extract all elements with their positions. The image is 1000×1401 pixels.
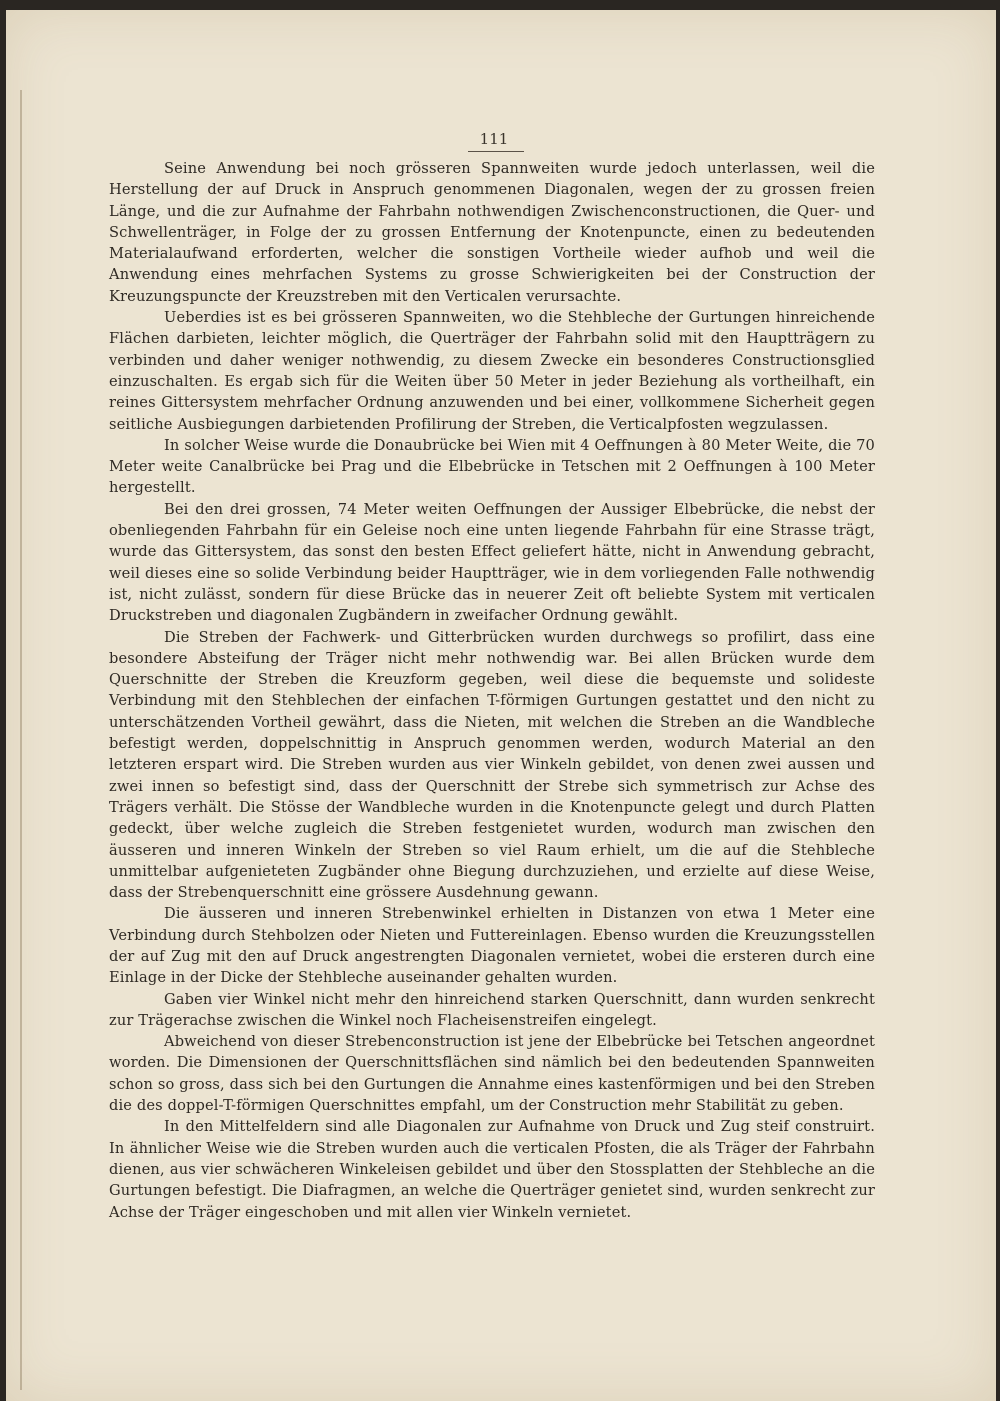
document-page (6, 10, 996, 1401)
paragraph: Gaben vier Winkel nicht mehr den hinreichend starken Querschnitt, dann wurden senkrecht zur Trägerachse zwischen die Winkel noch Flacheisenstreifen eingelegt. (109, 990, 875, 1029)
paragraph: Seine Anwendung bei noch grösseren Spannweiten wurde jedoch unterlassen, weil die Herstellung der auf Druck in Anspruch genommenen Diagonalen, wegen der zu grossen freien Länge, und die zur Aufnahme der Fahrbahn nothwendigen Zwischenconstructionen, die Quer- und Schwellenträger, in Folge der zu grossen Entfernung der Knotenpuncte, einen zu bedeutenden Materialaufwand erforderten, welcher die sonstigen Vortheile wieder aufhob und weil die Anwendung eines mehrfachen Systems zu grosse Schwierigkeiten bei der Construction der Kreuzungspuncte der Kreuzstreben mit den Verticalen verursachte. (109, 160, 875, 305)
paragraph: Die äusseren und inneren Strebenwinkel erhielten in Distanzen von etwa 1 Meter eine Verbindung durch Stehbolzen oder Nieten und Futtereinlagen. Ebenso wurden die Kreuzungsstellen der auf Zug mit den auf Druck angestrengten Diagonalen vernietet, wobei die ersteren durch eine Einlage in der Dicke der Stehbleche auseinander gehalten wurden. (109, 905, 875, 987)
page-number: 111 (479, 130, 509, 148)
paragraph: Die Streben der Fachwerk- und Gitterbrücken wurden durchwegs so profilirt, dass eine besondere Absteifung der Träger nicht mehr nothwendig war. Bei allen Brücken wurde dem Querschnitte der Streben die Kreuzform gegeben, weil diese die bequemste und solideste Verbindung mit den Stehblechen der einfachen T-förmigen Gurtungen gestattet und den nicht zu unterschätzenden Vortheil gewährt, dass die Nieten, mit welchen die Streben an die Wandbleche befestigt werden, doppelschnittig in Anspruch genommen werden, wodurch Material an den letzteren erspart wird. Die Streben wurden aus vier Winkeln gebildet, von denen zwei aussen und zwei innen so befestigt sind, dass der Querschnitt der Strebe sich symmetrisch zur Achse des Trägers verhält. Die Stösse der Wandbleche wurden in die Knotenpuncte gelegt und durch Platten gedeckt, über welche zugleich die Streben festgenietet wurden, wodurch man zwischen den äusseren und inneren Winkeln der Streben so viel Raum erhielt, um die auf die Stehbleche unmittelbar aufgenieteten Zugbänder ohne Biegung durchzuziehen, und erzielte auf diese Weise, dass der Strebenquerschnitt eine grössere Ausdehnung gewann. (109, 628, 875, 902)
paragraph: Ueberdies ist es bei grösseren Spannweiten, wo die Stehbleche der Gurtungen hinreichende Flächen darbieten, leichter möglich, die Querträger der Fahrbahn solid mit den Hauptträgern zu verbinden und daher weniger nothwendig, zu diesem Zwecke ein besonderes Constructionsglied einzuschalten. Es ergab sich für die Weiten über 50 Meter in jeder Beziehung als vortheilhaft, ein reines Gittersystem mehrfacher Ordnung anzuwenden und bei einer, vollkommene Sicherheit gegen seitliche Ausbiegungen darbietenden Profilirung der Streben, die Verticalpfosten wegzulassen. (109, 309, 875, 433)
paragraph: In solcher Weise wurde die Donaubrücke bei Wien mit 4 Oeffnungen à 80 Meter Weite, die 70 Meter weite Canalbrücke bei Prag und die Elbebrücke in Tetschen mit 2 Oeffnungen à 100 Meter hergestellt. (109, 436, 875, 497)
paragraph: Bei den drei grossen, 74 Meter weiten Oeffnungen der Aussiger Elbebrücke, die nebst der obenliegenden Fahrbahn für ein Geleise noch eine unten liegende Fahrbahn für eine Strasse trägt, wurde das Gittersystem, das sonst den besten Effect geliefert hätte, nicht in Anwendung gebracht, weil dieses eine so solide Verbindung beider Hauptträger, wie in dem vorliegenden Falle nothwendig ist, nicht zulässt, sondern für diese Brücke das in neuerer Zeit oft beliebte System mit verticalen Druckstreben und diagonalen Zugbändern in zweifacher Ordnung gewählt. (109, 500, 875, 625)
paragraph: In den Mittelfeldern sind alle Diagonalen zur Aufnahme von Druck und Zug steif construirt. In ähnlicher Weise wie die Streben wurden auch die verticalen Pfosten, die als Träger der Fahrbahn dienen, aus vier schwächeren Winkeleisen gebildet und über den Stossplatten der Stehbleche an die Gurtungen befestigt. Die Diafragmen, an welche die Querträger genietet sind, wurden senkrecht zur Achse der Träger eingeschoben und mit allen vier Winkeln vernietet. (109, 1118, 875, 1221)
paragraph: Abweichend von dieser Strebenconstruction ist jene der Elbebrücke bei Tetschen angeordnet worden. Die Dimensionen der Querschnittsflächen sind nämlich bei den bedeutenden Spannweiten schon so gross, dass sich bei den Gurtungen die Annahme eines kastenförmigen und bei den Streben die des doppel-T-förmigen Querschnittes empfahl, um der Construction mehr Stabilität zu geben. (109, 1033, 875, 1115)
page-number-rule (468, 151, 524, 152)
binding-edge (20, 90, 22, 1390)
body-text (109, 158, 875, 1223)
